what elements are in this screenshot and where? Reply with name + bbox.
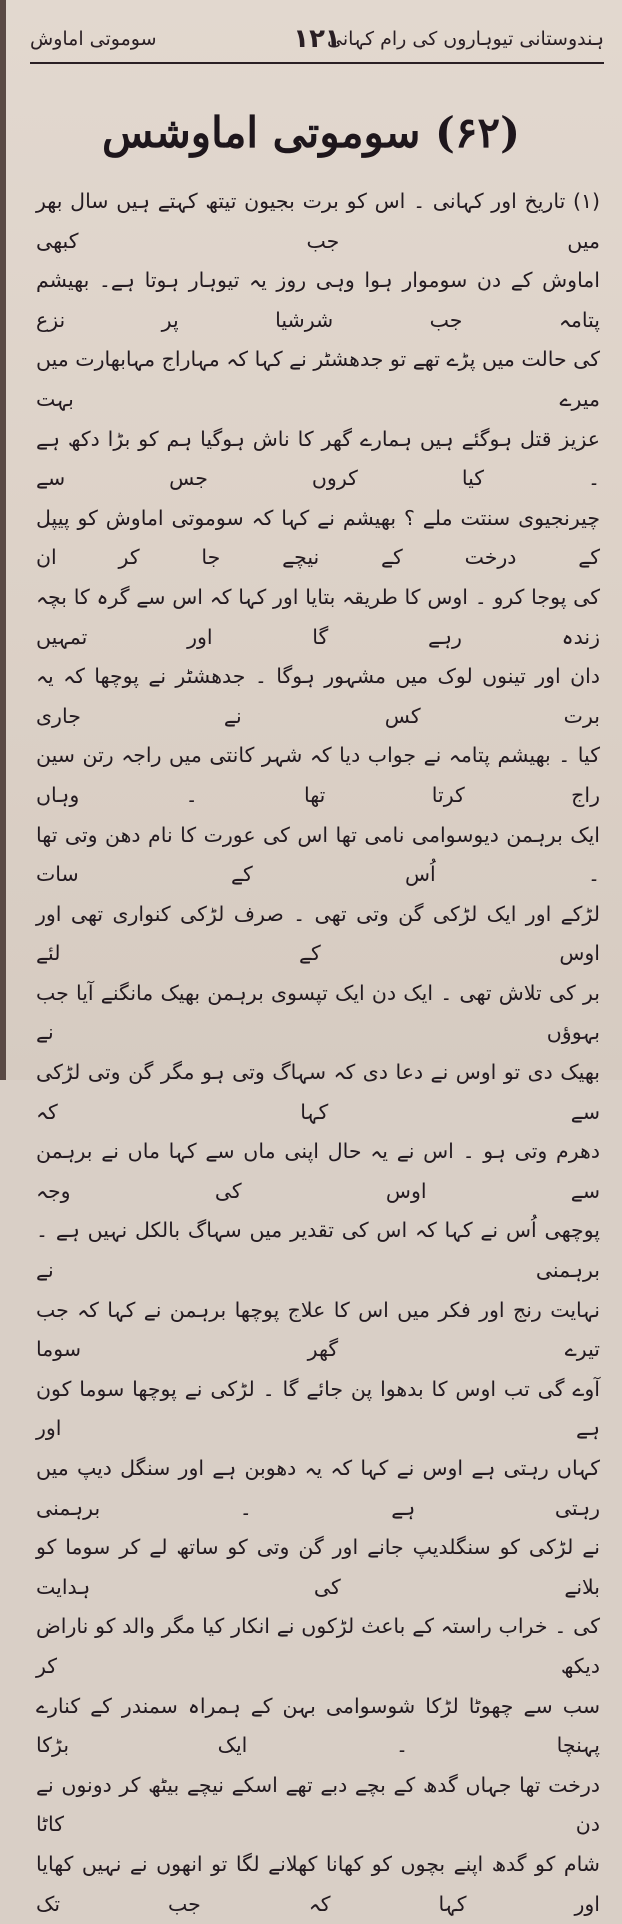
text-line: دھرم وتی ہو ۔ اس نے یہ حال اپنی ماں سے کہا ماں نے برہمن سے اوس کی وجہ — [36, 1139, 600, 1203]
text-line: پوچھی اُس نے کہا کہ اس کی تقدیر میں سہاگ بالکل نہیں ہے ۔ برہمنی نے — [36, 1218, 600, 1283]
text-line: کیا ۔ بھیشم پتامہ نے جواب دیا کہ شہر کانتی میں راجہ رتن سین راج کرتا تھا ۔ وہاں — [36, 743, 600, 807]
text-line: نے لڑکی کو سنگلدیپ جانے اور گن وتی کو ساتھ لے کر سوما کو بلانے کی ہدایت — [36, 1535, 600, 1599]
text-line: آوے گی تب اوس کا بدھوا پن جائے گا ۔ لڑکی نے پوچھا سوما کون ہے اور — [36, 1376, 600, 1441]
text-line: عزیز قتل ہوگئے ہیں ہمارے گھر کا ناش ہوگیا ہم کو بڑا دکھ ہے ۔ کیا کروں جس سے — [36, 426, 600, 491]
text-line: شام کو گدھ اپنے بچوں کو کھانا کھلانے لگا تو انھوں نے نہیں کھایا اور کہا کہ جب تک — [36, 1851, 600, 1916]
text-line: دان اور تینوں لوک میں مشہور ہوگا ۔ جدھشٹر نے پوچھا کہ یہ برت کس نے جاری — [36, 664, 600, 728]
text-line: (۱) تاریخ اور کہانی ۔ اس کو برت بجیون تیتھ کہتے ہیں سال بھر میں جب کبھی — [36, 189, 600, 253]
text-line: اماوش کے دن سوموار ہوا وہی روز یہ تیوہار ہوتا ہے۔ بھیشم پتامہ جب شرشیا پر نزع — [36, 268, 600, 332]
text-line: بھیک دی تو اوس نے دعا دی کہ سہاگ وتی ہو مگر گن وتی لڑکی سے کہا کہ — [36, 1060, 600, 1124]
text-line: کی حالت میں پڑے تھے تو جدھشٹر نے کہا کہ مہاراج مہابھارت میں میرے بہت — [36, 347, 600, 411]
text-line: بر کی تلاش تھی ۔ ایک دن ایک تپسوی برہمن بھیک مانگنے آیا جب بہوؤں نے — [36, 980, 600, 1045]
text-line: چیرنجیوی سنتت ملے ؟ بھیشم نے کہا کہ سوموتی اماوش کو پیپل کے درخت کے نیچے جا کر ان — [36, 505, 600, 570]
text-line: لڑکے اور ایک لڑکی گن وتی تھی ۔ صرف لڑکی کنواری تھی اور اوس کے لئے — [36, 901, 600, 966]
book-title: ہندوستانی تیوہاروں کی رام کہانی — [327, 28, 604, 50]
text-line: ایک برہمن دیوسوامی نامی تھا اس کی عورت کا نام دھن وتی تھا ۔ اُس کے سات — [36, 822, 600, 887]
text-line: کی ۔ خراب راستہ کے باعث لڑکوں نے انکار کیا مگر والد کو ناراض دیکھ کر — [36, 1614, 600, 1678]
text-line: نہایت رنج اور فکر میں اس کا علاج پوچھا برہمن نے کہا کہ جب تیرے گھر سوما — [36, 1297, 600, 1362]
page-number: ۱۲۱ — [293, 24, 341, 54]
section-title: سوموتی اماوش — [30, 28, 157, 50]
page-edge — [0, 0, 6, 1080]
text-line: کہاں رہتی ہے اوس نے کہا کہ یہ دھوبن ہے اور سنگل دیپ میں رہتی ہے ۔ برہمنی — [36, 1456, 600, 1520]
body-text — [36, 182, 600, 1916]
chapter-title: (۶۲) سوموتی اماوشس — [102, 108, 520, 157]
header-rule — [30, 62, 604, 64]
text-line: سب سے چھوٹا لڑکا شوسوامی بہن کے ہمراہ سمندر کے کنارے پہنچا ۔ ایک بڑکا — [36, 1693, 600, 1758]
text-line: کی پوجا کرو ۔ اوس کا طریقہ بتایا اور کہا کہ اس سے گرہ کا بچہ زندہ رہے گا اور تمہیں — [36, 584, 600, 649]
text-line: درخت تھا جہاں گدھ کے بچے دبے تھے اسکے نیچے بیٹھ کر دونوں نے دن کاٹا — [36, 1772, 600, 1837]
running-header — [30, 22, 604, 62]
